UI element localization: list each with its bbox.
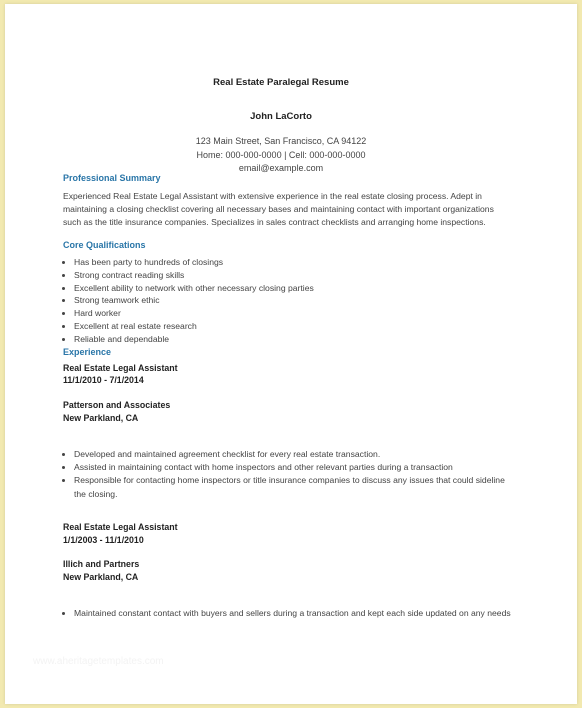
qualifications-list [63,256,314,346]
resume-page [5,4,577,704]
job-location: New Parkland, CA [63,572,139,582]
summary-text: Experienced Real Estate Legal Assistant with extensive experience in the real estate closing process. Adept in maintaining a closing checklist covering all necessary bases and maintaining contact with important organizations such as the title insurance companies. Specializes in sales contract checklists and arranging home inspections. [63,191,494,227]
list-item: • Responsible for contacting home inspectors or title insurance companies to discuss any issues that could sideline the closing. [74,474,514,500]
list-item: • Strong contract reading skills [74,269,314,282]
section-heading-experience: Experience [63,347,112,357]
section-heading-summary: Professional Summary [63,173,161,183]
document-title: Real Estate Paralegal Resume [213,77,349,88]
job-duties-list [63,607,514,620]
job-dates: 11/1/2010 - 7/1/2014 [63,375,144,385]
job-dates: 1/1/2003 - 11/1/2010 [63,535,144,545]
address: 123 Main Street, San Francisco, CA 94122 [195,136,367,146]
job-company: Illich and Partners [63,559,140,569]
list-item: • Assisted in maintaining contact with home inspectors and other relevant parties during a transaction [74,461,514,474]
job-duties-list [63,448,514,501]
job-company: Patterson and Associates [63,400,171,410]
list-item: • Reliable and dependable [74,333,314,346]
list-item: • Excellent at real estate research [74,320,314,333]
list-item: • Has been party to hundreds of closings [74,256,314,269]
watermark: www.aheritagetemplates.com [33,656,164,667]
phone-numbers: Home: 000-000-0000 | Cell: 000-000-0000 [196,150,366,160]
list-item: • Strong teamwork ethic [74,294,314,307]
list-item: • Hard worker [74,307,314,320]
candidate-name: John LaCorto [250,111,312,122]
list-item: • Developed and maintained agreement checklist for every real estate transaction. [74,448,514,461]
job-title: Real Estate Legal Assistant [63,363,178,373]
list-item: • Maintained constant contact with buyers and sellers during a transaction and kept each side updated on any needs [74,607,514,620]
email: email@example.com [238,163,324,173]
job-title: Real Estate Legal Assistant [63,522,178,532]
section-heading-qualifications: Core Qualifications [63,240,146,250]
job-location: New Parkland, CA [63,413,139,423]
list-item: • Excellent ability to network with other necessary closing parties [74,282,314,295]
